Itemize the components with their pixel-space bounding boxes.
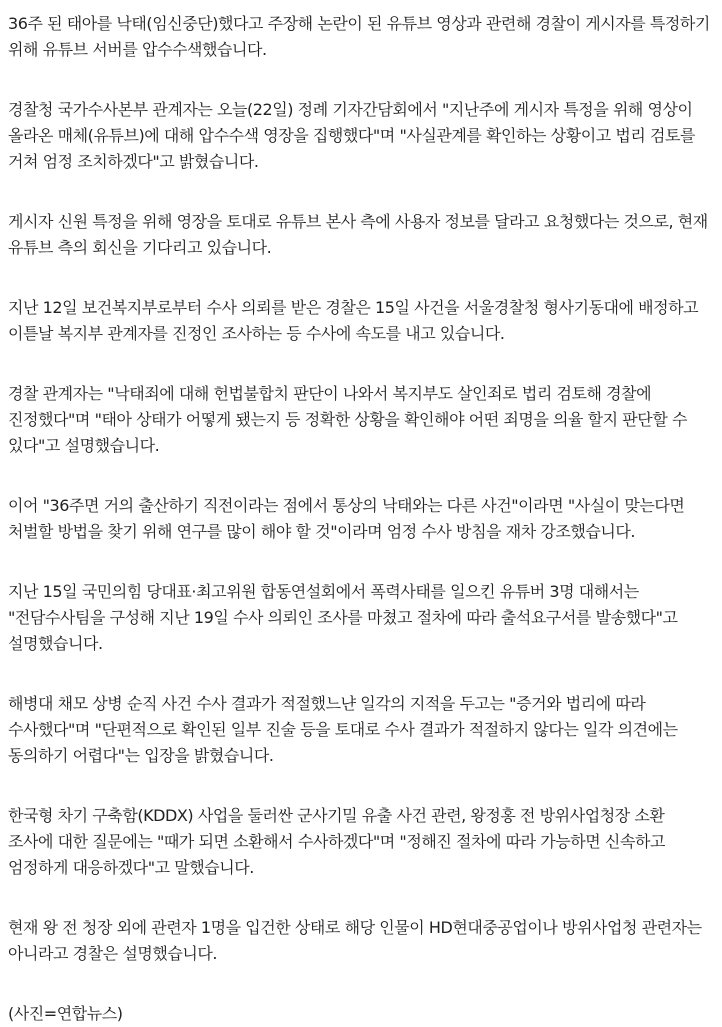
- article-paragraph-7: 지난 15일 국민의힘 당대표·최고위원 합동연설회에서 폭력사태를 일으킨 유튜버 3명 대해서는 "전담수사팀을 구성해 지난 19일 수사 의뢰인 조사를 마쳤고 절차에 따라 출석요구서를 발송했다"고 설명했습니다.: [8, 582, 678, 653]
- photo-credit: (사진=연합뉴스): [8, 1004, 123, 1023]
- article-paragraph-8: 해병대 채모 상병 순직 사건 수사 결과가 적절했느냔 일각의 지적을 두고는 "증거와 법리에 따라 수사했다"며 "단편적으로 확인된 일부 진술 등을 토대로 수사 결과가 적절하지 않다는 일각 의견에는 동의하기 어렵다"는 입장을 밝혔습니다.: [8, 694, 678, 765]
- article-paragraph-3: 게시자 신원 특정을 위해 영장을 토대로 유튜브 본사 측에 사용자 정보를 달라고 요청했다는 것으로, 현재 유튜브 측의 회신을 기다리고 있습니다.: [8, 212, 708, 257]
- article-paragraph-1: 36주 된 태아를 낙태(임신중단)했다고 주장해 논란이 된 유튜브 영상과 관련해 경찰이 게시자를 특정하기 위해 유튜브 서버를 압수수색했습니다.: [8, 14, 710, 59]
- article-paragraph-9: 한국형 차기 구축함(KDDX) 사업을 둘러싼 군사기밀 유출 사건 관련, 왕정홍 전 방위사업청장 소환 조사에 대한 질문에는 "때가 되면 소환해서 수사하겠다"며 "정해진 절차에 따라 가능하면 신속하고 엄정하게 대응하겠다"고 말했습니다.: [8, 806, 665, 877]
- article-paragraph-10: 현재 왕 전 청장 외에 관련자 1명을 입건한 상태로 해당 인물이 HD현대중공업이나 방위사업청 관련자는 아니라고 경찰은 설명했습니다.: [8, 918, 702, 963]
- article-paragraph-4: 지난 12일 보건복지부로부터 수사 의뢰를 받은 경찰은 15일 사건을 서울경찰청 형사기동대에 배정하고 이튿날 복지부 관계자를 진정인 조사하는 등 수사에 속도를 내고 있습니다.: [8, 298, 699, 343]
- article-paragraph-5: 경찰 관계자는 "낙태죄에 대해 헌법불합치 판단이 나와서 복지부도 살인죄로 법리 검토해 경찰에 진정했다"며 "태아 상태가 어떻게 됐는지 등 정확한 상황을 확인해야 어떤 죄명을 의율 할지 판단할 수 있다"고 설명했습니다.: [8, 384, 687, 455]
- article-paragraph-2: 경찰청 국가수사본부 관계자는 오늘(22일) 정례 기자간담회에서 "지난주에 게시자 특정을 위해 영상이 올라온 매체(유튜브)에 대해 압수수색 영장을 집행했다"며 "사실관계를 확인하는 상황이고 법리 검토를 거쳐 엄정 조치하겠다"고 밝혔습니다.: [8, 100, 696, 171]
- article-paragraph-6: 이어 "36주면 거의 출산하기 직전이라는 점에서 통상의 낙태와는 다른 사건"이라면 "사실이 맞는다면 처벌할 방법을 찾기 위해 연구를 많이 해야 할 것"이라며 엄정 수사 방침을 재차 강조했습니다.: [8, 496, 685, 541]
